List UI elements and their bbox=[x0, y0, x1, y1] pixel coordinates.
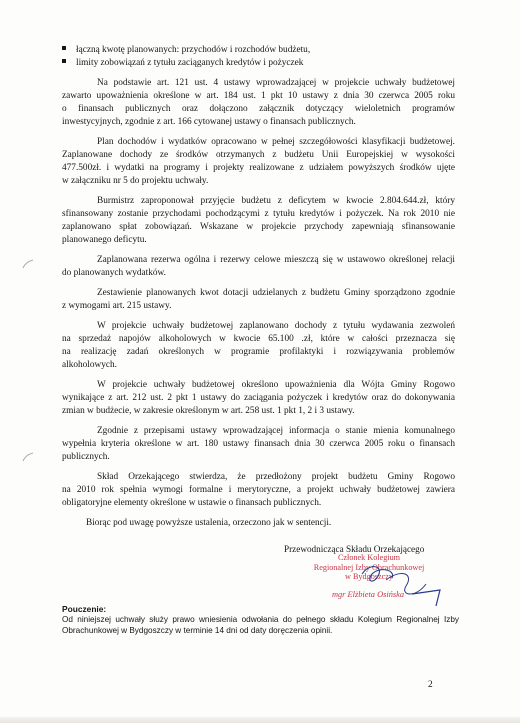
paragraph-line: zaplanowano spłat zobowiązań. Wskazane w projekcie przychody zapewniają sfinansowanie bbox=[62, 222, 455, 232]
paragraph-line: inwestycyjnych, zgodnie z art. 166 cytowanej ustawy o finansach publicznych. bbox=[62, 117, 356, 127]
closing-line: Biorąc pod uwagę powyższe ustalenia, orzeczono jak w sentencji. bbox=[86, 518, 332, 528]
pouczenie-line: Od niniejszej uchwały służy prawo wniesienia odwołania do pełnego składu Kolegium Regionalnej Izby bbox=[62, 615, 459, 624]
paragraph-line: Na podstawie art. 121 ust. 4 ustawy wprowadzającej w projekcie uchwały budżetowej bbox=[97, 78, 455, 88]
bullet-icon bbox=[62, 59, 66, 63]
bullet-item bbox=[62, 57, 303, 69]
paragraph-line: obligatoryjne elementy określone w ustawie o finansach publicznych. bbox=[62, 498, 322, 508]
paragraph-line: publicznych. bbox=[62, 452, 110, 462]
paragraph-line: do planowanych wydatków. bbox=[62, 268, 166, 278]
paragraph-line: W projekcie uchwały budżetowej określono upoważnienia dla Wójta Gminy Rogowo bbox=[97, 380, 455, 390]
paragraph-line: sfinansowany zostanie przychodami pochodzącymi z tytułu kredytów i pożyczek. Na rok 2010 nie bbox=[62, 209, 455, 219]
paragraph-line: planowanego deficytu. bbox=[62, 235, 147, 245]
paragraph-line: Burmistrz zaproponował przyjęcie budżetu z deficytem w kwocie 2.804.644.zł, który bbox=[97, 196, 455, 206]
paragraph-line: zmian w budżecie, w zakresie określonym w art. 258 ust. 1 pkt 1, 2 i 3 ustawy. bbox=[62, 406, 355, 416]
bullet-icon bbox=[62, 46, 66, 50]
bullet-text: łączną kwotę planowanych: przychodów i rozchodów budżetu, bbox=[76, 45, 311, 55]
stamp-line: Regionalnej Izby Obrachunkowej bbox=[313, 562, 425, 572]
paragraph-line: w załączniku nr 5 do projektu uchwały. bbox=[62, 176, 209, 186]
handwritten-signature bbox=[356, 560, 446, 608]
paragraph-line: Zestawienie planowanych kwot dotacji udzielanych z budżetu Gminy sporządzono zgodnie bbox=[97, 288, 455, 298]
bullet-text: limity zobowiązań z tytułu zaciąganych kredytów i pożyczek bbox=[76, 58, 304, 68]
paragraph-line: wynikające z art. 212 ust. 2 pkt 1 ustawy do zaciągania pożyczek i kredytów oraz do dokonywania bbox=[62, 393, 455, 403]
paragraph-line: na 2010 rok spełnia wymogi formalne i merytoryczne, a projekt uchwały budżetowej zawiera bbox=[62, 485, 455, 495]
paragraph-line: Zaplanowane dochody ze środków otrzymanych z budżetu Unii Europejskiej w wysokości bbox=[62, 150, 455, 160]
page-edge bbox=[0, 717, 520, 723]
paragraph-line: wypełnia kryteria określone w art. 180 ustawy finansach dnia 30 czerwca 2005 roku o finansach bbox=[62, 439, 455, 449]
paragraph-line: na realizację zadań określonych w programie profilaktyki i rozwiązywania problemów bbox=[62, 347, 455, 357]
stamp-line: Członek Kolegium bbox=[337, 553, 401, 562]
paragraph-line: alkoholowych. bbox=[62, 360, 117, 370]
stamp-line: w Bydgoszczy bbox=[345, 572, 393, 582]
paragraph-line: zawarto upoważnienia określone w art. 184 ust. 1 pkt 10 ustawy z dnia 30 czerwca 2005 roku bbox=[62, 91, 455, 101]
paragraph-line: z wymogami art. 215 ustawy. bbox=[62, 301, 172, 311]
stamp-name: mgr Elżbieta Osińska bbox=[331, 590, 405, 599]
paragraph-line: o finansach publicznych oraz dołączono załącznik dotyczący wieloletnich programów bbox=[62, 104, 455, 114]
pouczenie-line: Obrachunkowej w Bydgoszczy w terminie 14 dni od daty doręczenia opinii. bbox=[62, 626, 333, 635]
paragraph-line: Plan dochodów i wydatków opracowano w pełnej szczegółowości klasyfikacji budżetowej. bbox=[97, 137, 455, 147]
page-number: 2 bbox=[428, 680, 433, 690]
paragraph-line: Zgodnie z przepisami ustawy wprowadzającej informacja o stanie mienia komunalnego bbox=[97, 426, 455, 436]
margin-mark-icon bbox=[22, 451, 34, 463]
paragraph-line: W projekcie uchwały budżetowej zaplanowano dochody z tytułu wydawania zezwoleń bbox=[97, 321, 455, 331]
paragraph-line: na sprzedaż napojów alkoholowych w kwocie 65.100 .zł, które w całości przeznacza się bbox=[62, 334, 455, 344]
signature-title: Przewodnicząca Składu Orzekającego bbox=[284, 544, 425, 554]
paragraph-line: Zaplanowana rezerwa ogólna i rezerwy celowe mieszczą się w ustawowo określonej relacji bbox=[97, 255, 455, 265]
pouczenie-heading: Pouczenie: bbox=[62, 604, 107, 614]
paragraph-line: 477.500zł. i wydatki na programy i projekty realizowane z udziałem powyższych środków ujęte bbox=[62, 163, 455, 173]
margin-mark-icon bbox=[22, 258, 34, 270]
bullet-item bbox=[62, 44, 310, 56]
paragraph-line: Skład Orzekającego stwierdza, że przedłożony projekt budżetu Gminy Rogowo bbox=[97, 472, 455, 482]
